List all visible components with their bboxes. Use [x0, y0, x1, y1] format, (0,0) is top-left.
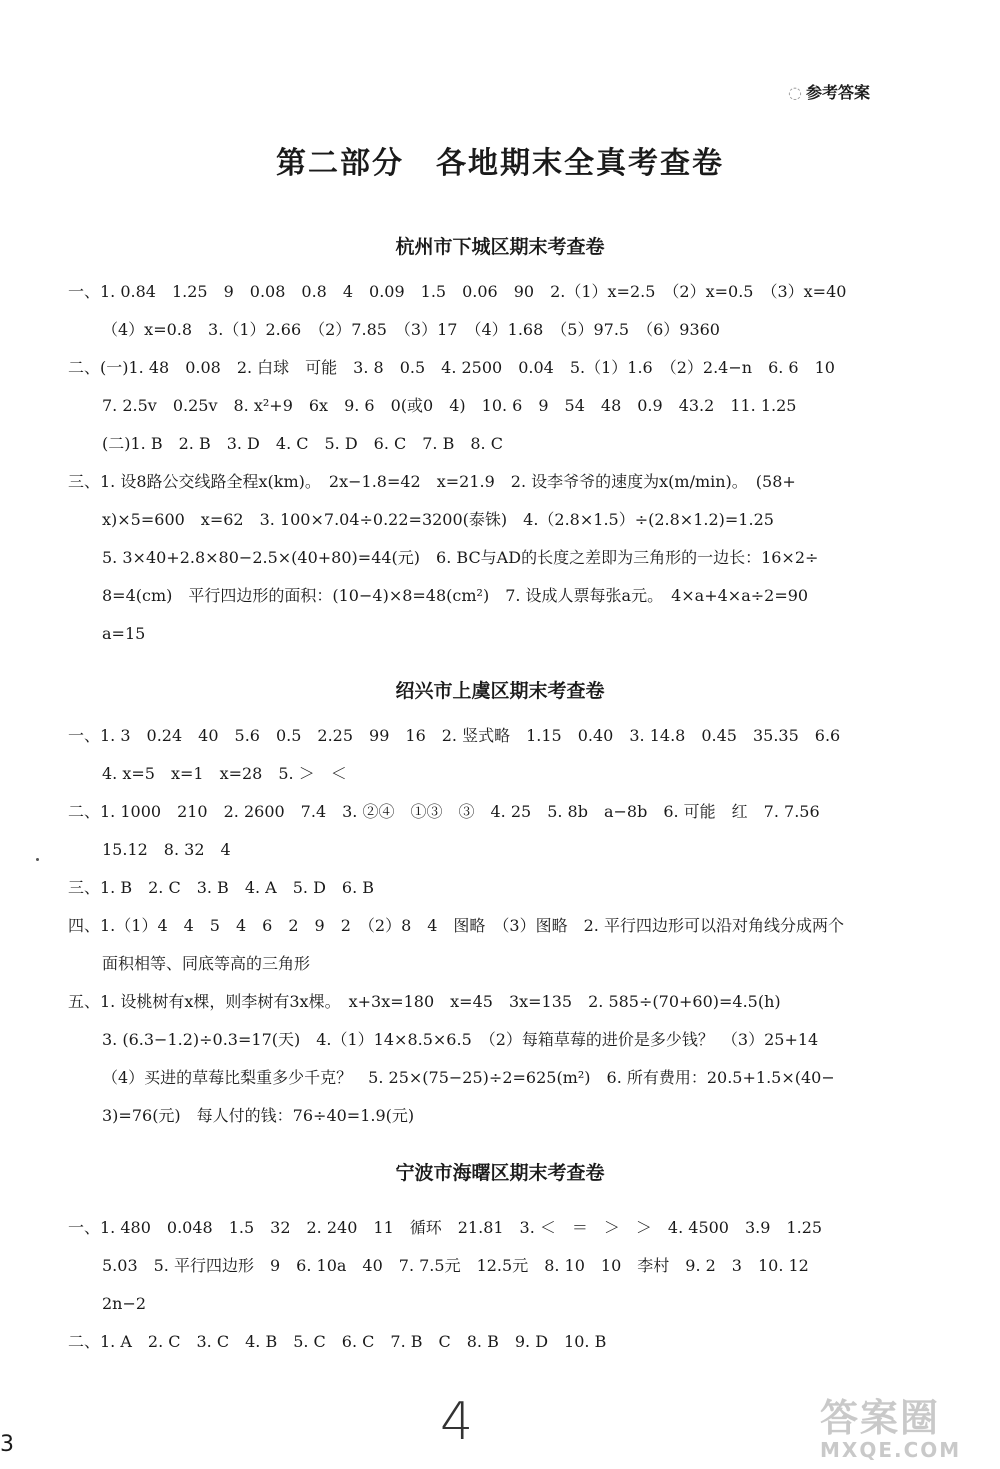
answer-line: 8=4(cm) 平行四边形的面积：(10−4)×8=48(cm²) 7. 设成人票每张a元。 4×a+4×a÷2=90 [102, 586, 809, 605]
watermark-url: MXQE.COM [820, 1438, 962, 1462]
answer-line: 5. 3×40+2.8×80−2.5×(40+80)=44(元) 6. BC与AD的长度之差即为三角形的一边长：16×2÷ [102, 548, 819, 567]
answer-line: 5.03 5. 平行四边形 9 6. 10a 40 7. 7.5元 12.5元 8. 10 10 李村 9. 2 3 10. 12 [102, 1256, 809, 1275]
answer-line: 4. x=5 x=1 x=28 5. ＞ ＜ [102, 764, 347, 783]
answer-line: 一、1. 3 0.24 40 5.6 0.5 2.25 99 16 2. 竖式略 1.15 0.40 3. 14.8 0.45 35.35 6.6 [68, 726, 841, 745]
answer-line: 3)=76(元) 每人付的钱：76÷40=1.9(元) [102, 1106, 415, 1125]
stray-dot [36, 858, 39, 861]
section-title-ningbo: 宁波市海曙区期末考查卷 [395, 1162, 605, 1184]
answer-line: 一、1. 0.84 1.25 9 0.08 0.8 4 0.09 1.5 0.06 90 2.（1）x=2.5 （2）x=0.5 （3）x=40 [68, 282, 847, 301]
answer-line: 一、1. 480 0.048 1.5 32 2. 240 11 循环 21.81 3. ＜ ＝ ＞ ＞ 4. 4500 3.9 1.25 [68, 1218, 823, 1237]
answer-line: 二、(一)1. 48 0.08 2. 白球 可能 3. 8 0.5 4. 2500 0.04 5.（1）1.6 （2）2.4−n 6. 6 10 [68, 358, 835, 377]
answer-line: 四、1.（1）4 4 5 4 6 2 9 2 （2）8 4 图略 （3）图略 2. 平行四边形可以沿对角线分成两个 [68, 916, 844, 935]
answer-line: 二、1. 1000 210 2. 2600 7.4 3. ②④ ①③ ③ 4. 25 5. 8b a−8b 6. 可能 红 7. 7.56 [68, 802, 820, 821]
watermark [820, 1398, 1000, 1464]
answer-line: 二、1. A 2. C 3. C 4. B 5. C 6. C 7. B C 8. B 9. D 10. B [68, 1332, 607, 1351]
answer-line: （4）x=0.8 3.（1）2.66 （2）7.85 （3）17 （4）1.68 （5）97.5 （6）9360 [102, 320, 720, 339]
answer-line: 面积相等、同底等高的三角形 [102, 954, 311, 973]
answer-line: 15.12 8. 32 4 [102, 840, 231, 859]
answer-line: （4）买进的草莓比梨重多少千克？ 5. 25×(75−25)÷2=625(m²) 6. 所有费用：20.5+1.5×(40− [102, 1068, 835, 1087]
answer-line: 三、1. 设8路公交线路全程x(km)。 2x−1.8=42 x=21.9 2. 设李爷爷的速度为x(m/min)。 (58+ [68, 472, 796, 491]
answer-line: a=15 [102, 624, 146, 643]
answer-line: x)×5=600 x=62 3. 100×7.04÷0.22=3200(泰铢) 4.（2.8×1.5）÷(2.8×1.2)=1.25 [102, 510, 774, 529]
decorative-swirl-icon: ◌ [788, 83, 802, 102]
answer-line: 7. 2.5v 0.25v 8. x²+9 6x 9. 6 0(或0 4) 10. 6 9 54 48 0.9 43.2 11. 1.25 [102, 396, 797, 415]
answer-key-label: 参考答案 [805, 83, 870, 102]
answer-line: 三、1. B 2. C 3. B 4. A 5. D 6. B [68, 878, 375, 897]
answer-key-tag [788, 80, 870, 103]
watermark-logo: 答案圈 [820, 1396, 941, 1440]
section-title-shaoxing: 绍兴市上虞区期末考查卷 [395, 680, 605, 702]
section-title-hangzhou: 杭州市下城区期末考查卷 [395, 236, 605, 258]
handwritten-mark: 4 [440, 1392, 474, 1452]
page-title: 第二部分 各地期末全真考查卷 [276, 146, 724, 181]
answer-line: 2n−2 [102, 1294, 147, 1313]
answer-line: 3. (6.3−1.2)÷0.3=17(天) 4.（1）14×8.5×6.5 （2）每箱草莓的进价是多少钱？ （3）25+14 [102, 1030, 819, 1049]
answer-line: (二)1. B 2. B 3. D 4. C 5. D 6. C 7. B 8. C [102, 434, 503, 453]
answer-line: 五、1. 设桃树有x棵，则李树有3x棵。 x+3x=180 x=45 3x=135 2. 585÷(70+60)=4.5(h) [68, 992, 781, 1011]
page-number: 3 [0, 1432, 14, 1457]
